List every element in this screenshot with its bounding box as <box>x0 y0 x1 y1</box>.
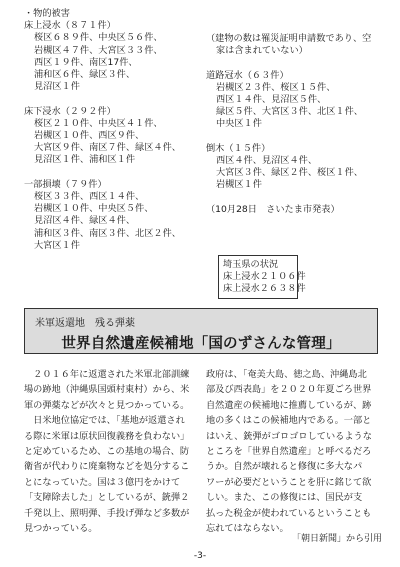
article-line: 軍の弾薬などが次々と見つかっている。 <box>24 399 190 411</box>
partial-damage-line: 浦和区３件、南区３件、北区２件、 <box>34 227 181 239</box>
article-left-column <box>24 367 196 536</box>
article-line: ところを「世界自然遺産」と呼べるだろ <box>206 446 372 458</box>
damage-right-column <box>206 33 386 216</box>
article-line: ２０１６年に返還された米軍北部訓練 <box>24 369 190 380</box>
road-flood-line: 緑区５件、大宮区３件、北区１件、 <box>216 106 363 118</box>
prefecture-status-box <box>218 255 306 299</box>
article-line: 地の多くはこの候補地内である。一部と <box>206 415 372 427</box>
article-line: しい。また、この修復には、国民が支 <box>206 492 363 504</box>
article-line: 見つかっている。 <box>24 523 98 535</box>
prefecture-status-title: 埼玉県の状況 <box>223 259 279 270</box>
road-flood-title: 道路冠水（６３件） <box>206 69 289 81</box>
floor-below-line: 見沼区１件、浦和区１件 <box>34 154 136 166</box>
article-line: と定めているため、この基地の場合、防 <box>24 446 190 458</box>
partial-damage-line: 大宮区１件 <box>34 239 80 251</box>
floor-above-line: 桜区６８９件、中央区５６件、 <box>34 32 163 44</box>
article-line: 「支障除去した」としているが、銃弾２ <box>24 492 190 504</box>
floor-below-line: 大宮区９件、南区７件、緑区４件、 <box>34 142 181 154</box>
article-line: はいえ、銃弾がゴロゴロしているような <box>206 430 372 442</box>
article-banner <box>24 308 378 354</box>
floor-above-line: 見沼区１件 <box>34 81 80 93</box>
article-subtitle: 米軍返還地 残る弾薬 <box>35 318 135 329</box>
article-line: 忘れてはならない。 <box>206 523 289 535</box>
building-note-line: 家は含まれていない） <box>216 45 308 57</box>
article-line: 政府は、「奄美大島、徳之島、沖縄島北 <box>206 369 367 380</box>
prefecture-status-line: 床上浸水２６３８件 <box>223 283 306 294</box>
article-line: ワーが必要だということを肝に銘じて欲 <box>206 476 372 488</box>
fallen-trees-line: 大宮区３件、緑区２件、桜区１件、 <box>216 167 363 179</box>
prefecture-status-line: 床上浸水２１０６件 <box>223 271 306 282</box>
floor-below-title: 床下浸水（２９２件） <box>24 105 116 117</box>
article-line: とになっていた。国は３億円をかけて <box>24 476 181 488</box>
article-line: る際に米軍は原状回復義務を負わない」 <box>24 430 190 442</box>
partial-damage-line: 桜区３３件、西区１４件、 <box>34 191 145 203</box>
article-line: 日米地位協定では、「基地が返還され <box>24 415 185 427</box>
floor-above-line: 岩槻区４７件、大宮区３３件、 <box>34 44 163 56</box>
article-line: 払った税金が使われているということも <box>206 507 372 519</box>
road-flood-line: 西区１４件、見沼区５件、 <box>216 94 327 105</box>
floor-below-line: 桜区２１０件、中央区４１件、 <box>34 117 163 129</box>
article-right-column <box>206 367 378 536</box>
floor-above-line: 浦和区６件、緑区３件、 <box>34 69 136 81</box>
article-line: うか。自然が壊れると修復に多大なパ <box>206 461 363 473</box>
page-number: -3- <box>193 551 207 561</box>
article-line: 場の跡地（沖縄県国頭村東村）から、米 <box>24 384 190 396</box>
fallen-trees-line: 岩槻区１件 <box>216 179 262 191</box>
floor-above-title: 床上浸水（８７１件） <box>24 20 116 32</box>
source-citation: 「朝日新聞」から引用 <box>291 534 382 544</box>
building-note-line: （建物の数は罹災証明申請数であり、空 <box>206 33 372 44</box>
partial-damage-line: 岩槻区１０件、中央区５件、 <box>34 203 154 215</box>
article-line: 千発以上、照明弾、手投げ弾など多数が <box>24 507 190 519</box>
damage-left-column <box>24 8 204 252</box>
fallen-trees-line: 西区４件、見沼区４件、 <box>216 155 318 166</box>
article-line: 自然遺産の候補地に推薦しているが、跡 <box>206 399 372 411</box>
article-title: 世界自然遺産候補地「国のずさんな管理」 <box>61 336 341 352</box>
announcement: （10月28日 さいたま市発表） <box>206 203 340 215</box>
road-flood-line: 岩槻区２３件、桜区１５件、 <box>216 81 336 93</box>
article-line: 部及び西表島」を２０２０年夏ごろ世界 <box>206 384 372 396</box>
damage-header: ・物的被害 <box>24 8 70 19</box>
partial-damage-line: 見沼区４件、緑区４件、 <box>34 215 136 227</box>
fallen-trees-title: 倒木（１５件） <box>206 142 271 154</box>
partial-damage-title: 一部損壊（７９件） <box>24 178 107 190</box>
floor-below-line: 岩槻区１０件、西区９件、 <box>34 130 145 142</box>
article-line: 衛省が代わりに廃棄物などを処分するこ <box>24 461 190 473</box>
floor-above-line: 西区１９件、南区17件、 <box>34 56 138 68</box>
road-flood-line: 中央区１件 <box>216 118 262 130</box>
